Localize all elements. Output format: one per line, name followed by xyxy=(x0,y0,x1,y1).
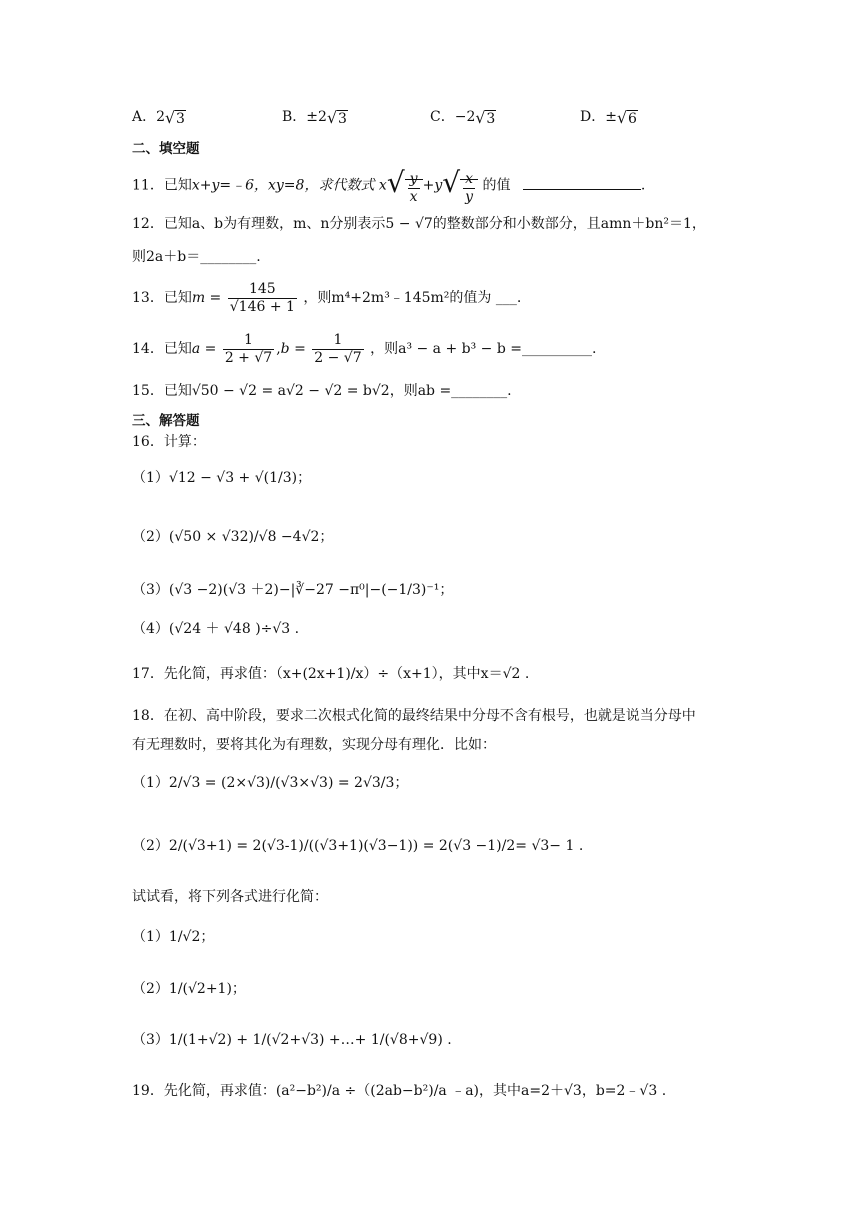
choice-row xyxy=(132,106,692,128)
question-18-try: 试试看，将下列各式进行化简： xyxy=(132,889,328,905)
question-18-line1: 18．在初、高中阶段，要求二次根式化简的最终结果中分母不含有根号，也就是说当分母中 xyxy=(132,708,696,724)
q13-prefix: 13．已知 xyxy=(132,290,192,306)
section-fill-heading: 二、填空题 xyxy=(132,141,200,157)
question-18-task1: （1）1/√2； xyxy=(132,929,215,945)
choice-b: B．±2√3 xyxy=(282,107,347,127)
question-18-example1: （1）2/√3 = (2×√3)/(√3×√3) = 2√3/3； xyxy=(132,775,409,791)
question-12-line2: 则2a＋b＝________. xyxy=(132,249,261,265)
question-17: 17．先化简，再求值：（x+(2x+1)/x）÷（x+1），其中x＝√2 . xyxy=(132,666,530,682)
question-16-part4: （4）(√24 ＋ √48 )÷√3 . xyxy=(132,621,300,637)
choice-d: D．±√6 xyxy=(580,107,637,127)
choice-a: A．2√3 xyxy=(132,107,185,127)
question-18-task3: （3）1/(1+√2) + 1/(√2+√3) +…+ 1/(√8+√9) . xyxy=(132,1032,452,1048)
q11-answer-blank xyxy=(523,175,641,190)
q11-prefix: 11．已知 xyxy=(132,177,192,194)
question-12-line1: 12．已知a、b为有理数，m、n分别表示5 − √7的整数部分和小数部分，且amn＋bn²＝1， xyxy=(132,216,706,232)
question-11: 11．已知x+y=﹣6，xy=8，求代数式 x√ $\frac{y}{x}$ +y√ $\frac{x}{y}$ 的值 . xyxy=(132,166,646,205)
section-answer-heading: 三、解答题 xyxy=(132,413,200,429)
question-18-example2: （2）2/(√3+1) = 2(√3-1)/((√3+1)(√3−1)) = 2(√3 −1)/2= √3− 1 . xyxy=(132,838,584,854)
q13-suffix: ，则m⁴+2m³﹣145m²的值为 ___. xyxy=(303,290,522,306)
question-18-line2: 有无理数时，要将其化为有理数，实现分母有理化．比如： xyxy=(132,737,496,753)
q13-numerator: 145 xyxy=(248,280,276,297)
q11-suffix: 的值 xyxy=(482,177,511,194)
question-15: 15．已知√50 − √2 = a√2 − √2 = b√2，则ab =________. xyxy=(132,383,512,399)
question-16-part1: （1）√12 − √3 + √(1/3)； xyxy=(132,470,312,486)
question-16-part2: （2）(√50 × √32)/√8 −4√2； xyxy=(132,529,334,545)
question-19: 19．先化简，再求值：(a²−b²)/a ÷（(2ab−b²)/a ﹣a)，其中a=2＋√3，b=2﹣√3 . xyxy=(132,1083,667,1099)
q11-cond: x+y=﹣6，xy=8，求代数式 xyxy=(191,177,375,194)
question-13: 13．已知m = $\frac{145}{√146 + 1}$ ，则m⁴+2m³﹣145m²的值为 ___. xyxy=(132,280,522,315)
question-16-part3: （3）(√3 −2)(√3 ＋2)−|∛−27 −π⁰|−(−1/3)⁻¹； xyxy=(132,582,454,598)
q13-denominator: √146 + 1 xyxy=(229,298,295,315)
question-18-task2: （2）1/(√2+1)； xyxy=(132,981,246,997)
q14-suffix: ，则a³ − a + b³ − b =__________. xyxy=(370,341,597,357)
choice-c: C．−2√3 xyxy=(430,107,496,127)
q14-prefix: 14．已知 xyxy=(132,341,192,357)
question-16-title: 16．计算： xyxy=(132,434,206,450)
question-14: 14．已知a = $\frac{1}{2 + √7}$ ,b = $\frac{1}{2 - √7}$ ，则a³ − a + b³ − b =__________. xyxy=(132,331,597,366)
